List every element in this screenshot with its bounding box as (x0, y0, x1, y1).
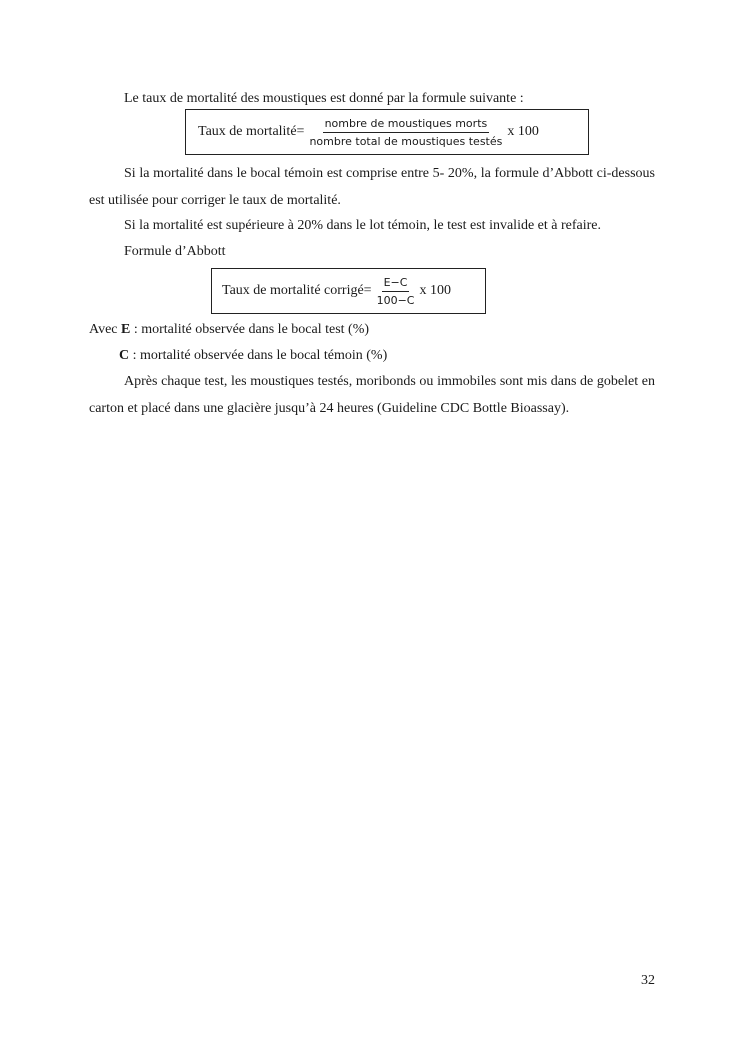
legend-avec: Avec (89, 322, 118, 337)
formula-denominator: nombre total de moustiques testés (309, 134, 503, 148)
formula-multiplier: x 100 (507, 124, 539, 139)
paragraph-invalid-test: Si la mortalité est supérieure à 20% dans le lot témoin, le test est invalide et à refaire. (124, 218, 602, 233)
formula-numerator: nombre de moustiques morts (323, 117, 490, 133)
abbott-formula-box (211, 268, 486, 314)
legend-c-line (119, 343, 387, 369)
paragraph-after-test: Après chaque test, les moustiques testés, moribonds ou immobiles sont mis dans de gobelet en carton et placé dans une glacière jusqu’à 24 heures (Guideline CDC Bottle Bioassay). (89, 374, 655, 416)
abbott-formula-multiplier: x 100 (419, 283, 451, 298)
legend-e-text: : mortalité observée dans le bocal test (%) (130, 322, 370, 337)
legend-c-symbol: C (119, 348, 130, 363)
abbott-formula-numerator: E−C (382, 276, 410, 292)
formula-fraction (307, 117, 504, 148)
legend-c-text: : mortalité observée dans le bocal témoin (%) (129, 348, 388, 363)
legend-e-line (89, 317, 369, 343)
abbott-formula-label: Taux de mortalité corrigé= (222, 283, 372, 298)
abbott-formula-denominator: 100−C (376, 293, 415, 307)
formula-label: Taux de mortalité= (198, 124, 305, 139)
abbott-formula-fraction (375, 276, 417, 307)
page-number: 32 (641, 973, 655, 988)
paragraph-abbott-condition: Si la mortalité dans le bocal témoin est comprise entre 5- 20%, la formule d’Abbott ci-dessous est utilisée pour corriger le taux de mortalité. (89, 166, 655, 208)
legend-e-symbol: E (121, 322, 131, 337)
paragraph-intro-formula: Le taux de mortalité des moustiques est donné par la formule suivante : (124, 91, 524, 106)
mortality-formula-box (185, 109, 589, 155)
paragraph-abbott-title: Formule d’Abbott (124, 244, 226, 259)
